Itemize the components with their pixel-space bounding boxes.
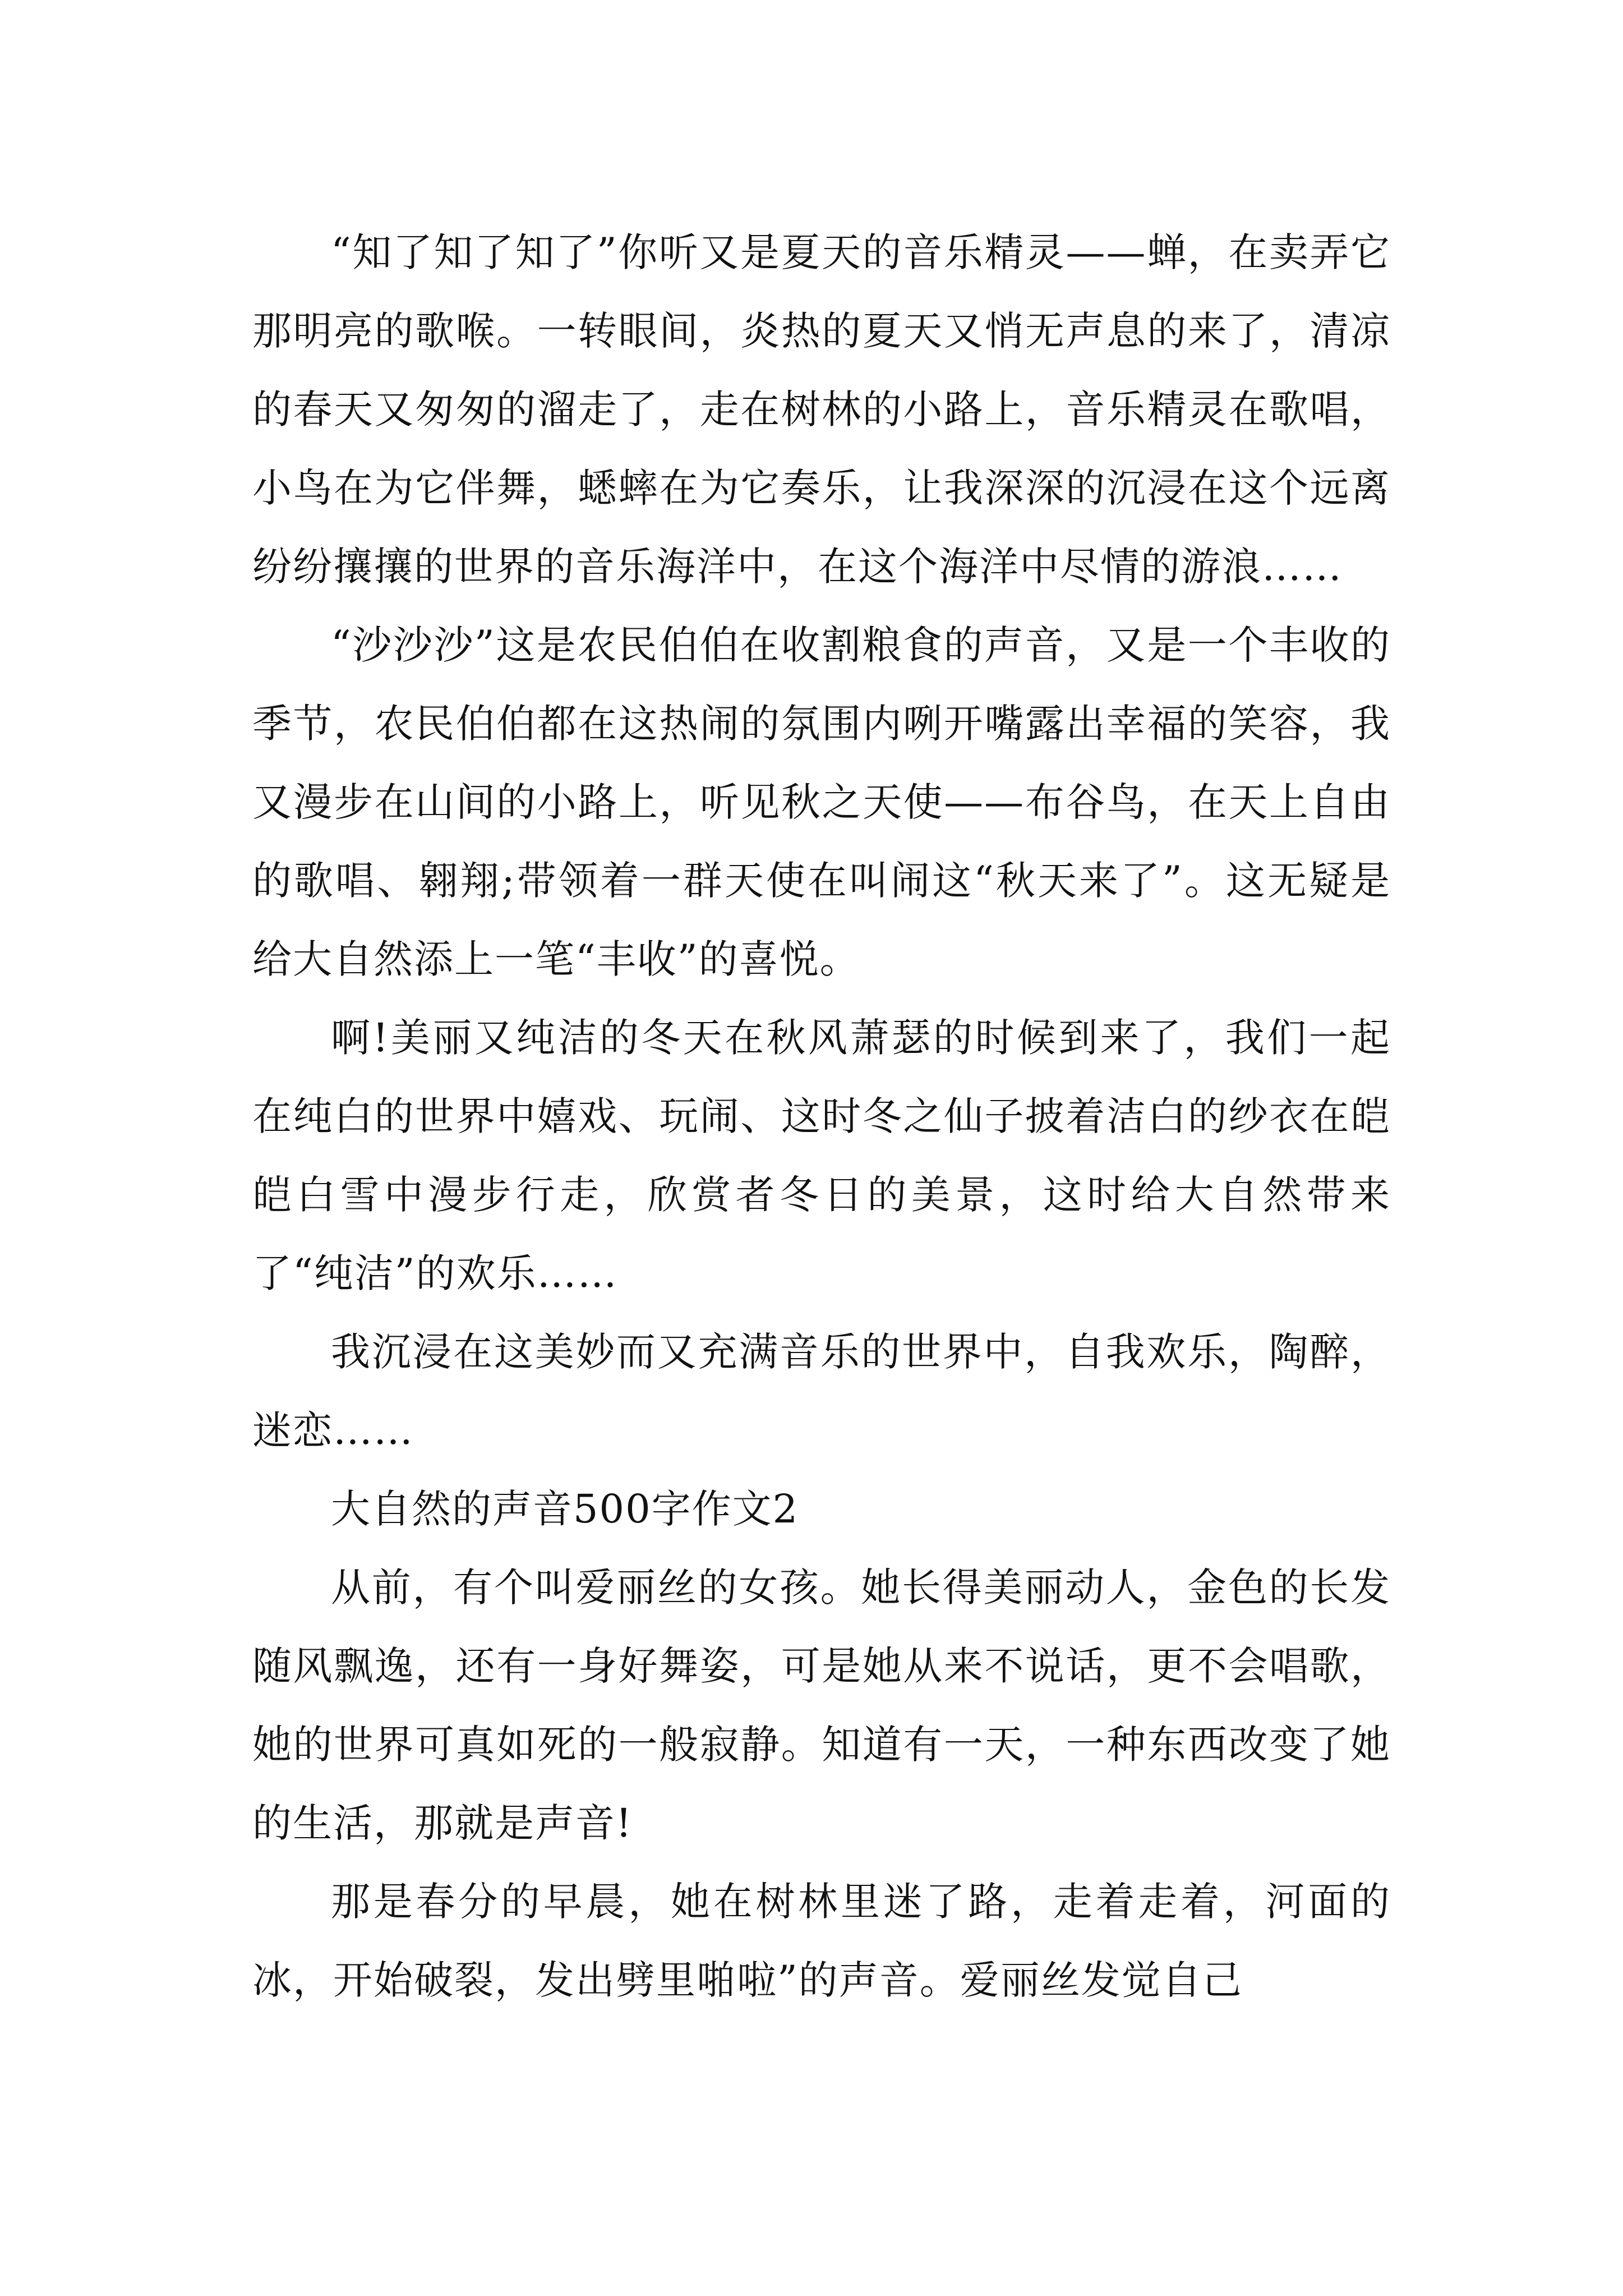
paragraph-alice: 从前，有个叫爱丽丝的女孩。她长得美丽动人，金色的长发随风飘逸，还有一身好舞姿，可是她从来不说话，更不会唱歌，她的世界可真如死的一般寂静。知道有一天，一种东西改变了她的生活，那就是声音! (252, 1565, 1391, 1846)
document-body (252, 213, 1391, 2019)
paragraph-immersed: 我沉浸在这美妙而又充满音乐的世界中，自我欢乐，陶醉，迷恋…… (252, 1329, 1391, 1453)
paragraph-spring-morning: 那是春分的早晨，她在树林里迷了路，走着走着，河面的冰，开始破裂，发出劈里啪啦”的声音。爱丽丝发觉自己 (252, 1879, 1391, 2003)
paragraph-winter: 啊!美丽又纯洁的冬天在秋风萧瑟的时候到来了，我们一起在纯白的世界中嬉戏、玩闹、这时冬之仙子披着洁白的纱衣在皑皑白雪中漫步行走，欣赏者冬日的美景，这时给大自然带来了“纯洁”的欢乐…… (252, 1015, 1391, 1296)
paragraph-cicada: “知了知了知了”你听又是夏天的音乐精灵——蝉，在卖弄它那明亮的歌喉。一转眼间，炎热的夏天又悄无声息的来了，清凉的春天又匆匆的溜走了，走在树林的小路上，音乐精灵在歌唱，小鸟在为它伴舞，蟋蟀在为它奏乐，让我深深的沉浸在这个远离纷纷攘攘的世界的音乐海洋中，在这个海洋中尽情的游浪…… (252, 229, 1391, 590)
essay-title: 大自然的声音500字作文2 (331, 1486, 799, 1532)
paragraph-harvest: “沙沙沙”这是农民伯伯在收割粮食的声音，又是一个丰收的季节，农民伯伯都在这热闹的氛围内咧开嘴露出幸福的笑容，我又漫步在山间的小路上，听见秋之天使——布谷鸟，在天上自由的歌唱、翱翔;带领着一群天使在叫闹这“秋天来了”。这无疑是给大自然添上一笔“丰收”的喜悦。 (252, 622, 1391, 982)
